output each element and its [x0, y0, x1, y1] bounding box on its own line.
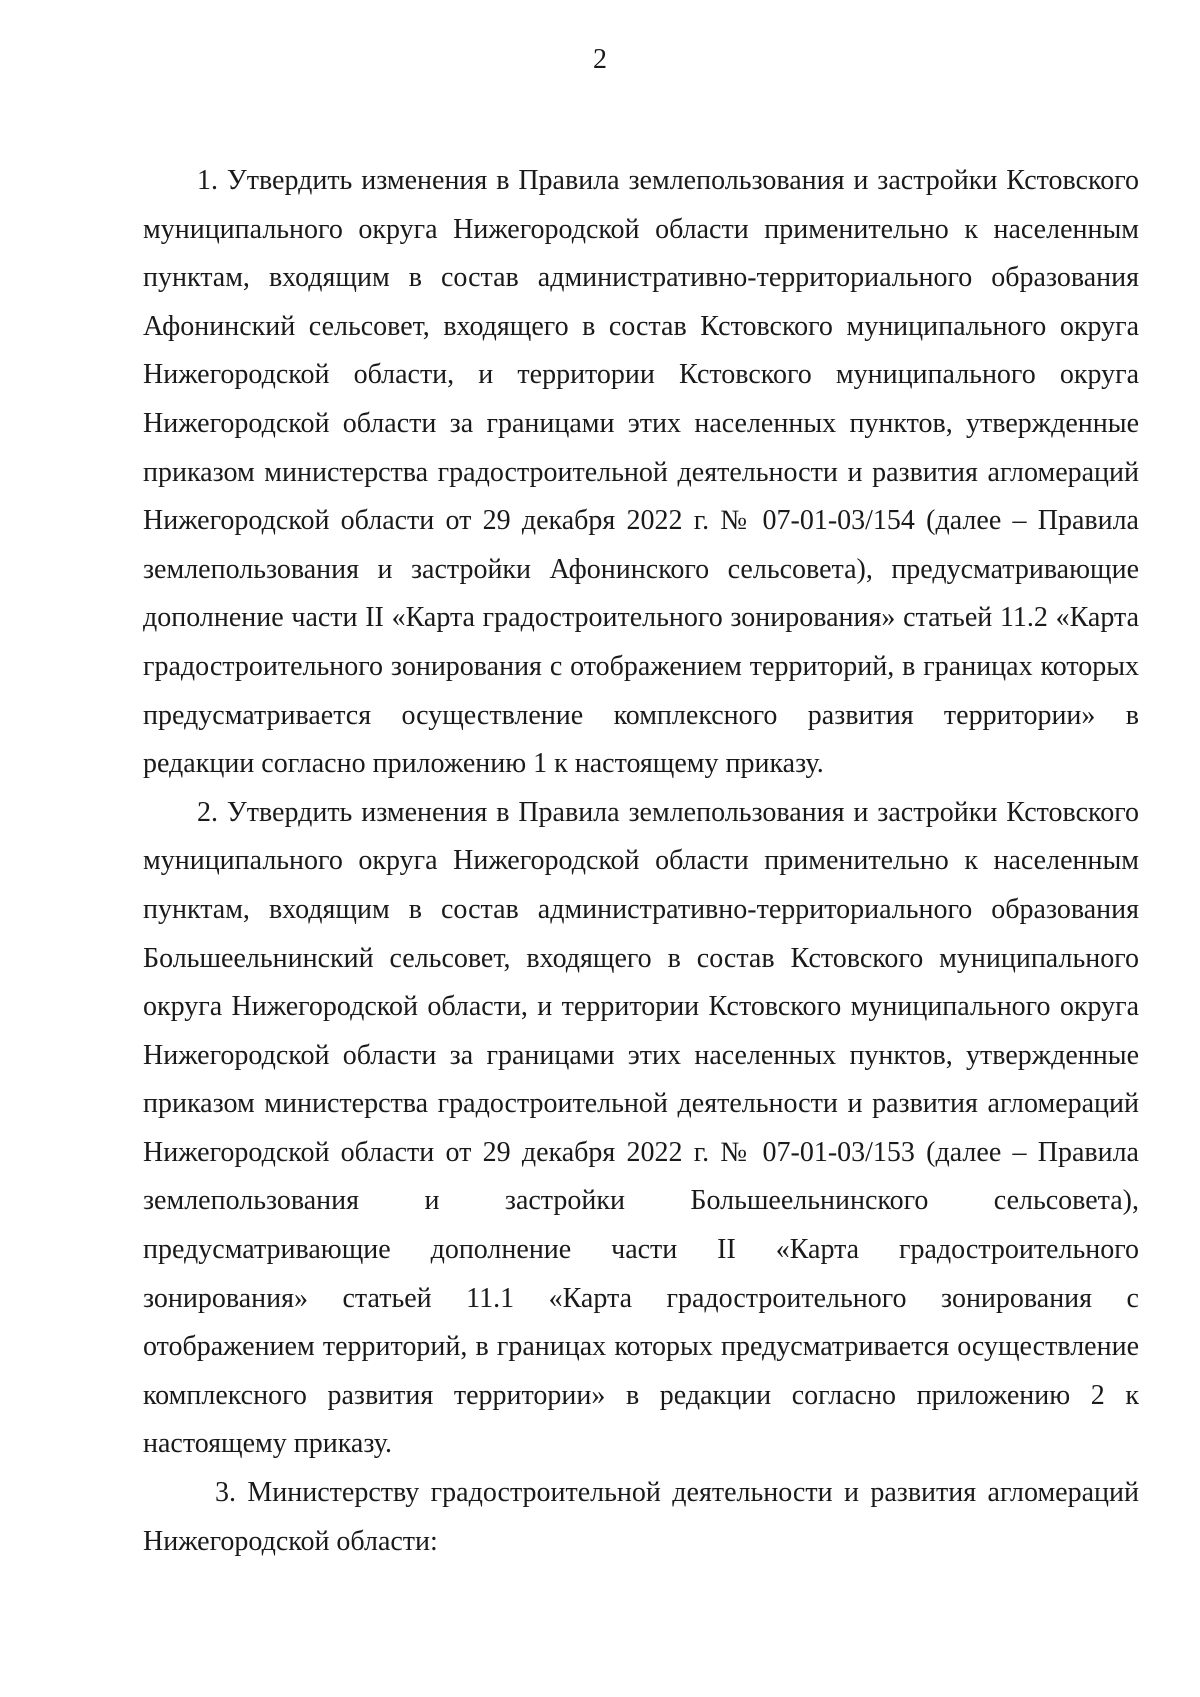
- paragraph-2: 2. Утвердить изменения в Правила землепользования и застройки Кстовского муниципального округа Нижегородской области применительно к населенным пунктам, входящим в состав административно-территориального образования Большеельнинский сельсовет, входящего в состав Кстовского муниципального округа Нижегородской области, и территории Кстовского муниципального округа Нижегородской области за границами этих населенных пунктов, утвержденные приказом министерства градостроительной деятельности и развития агломераций Нижегородской области от 29 декабря 2022 г. № 07-01-03/153 (далее – Правила землепользования и застройки Большеельнинского сельсовета), предусматривающие дополнение части II «Карта градостроительного зонирования» статьей 11.1 «Карта градостроительного зонирования с отображением территорий, в границах которых предусматривается осуществление комплексного развития территории» в редакции согласно приложению 2 к настоящему приказу.: [143, 796, 1139, 1460]
- document-body: [143, 157, 1139, 1566]
- page-number: 2: [593, 44, 607, 75]
- paragraph-1: 1. Утвердить изменения в Правила землепользования и застройки Кстовского муниципального округа Нижегородской области применительно к населенным пунктам, входящим в состав административно-территориального образования Афонинский сельсовет, входящего в состав Кстовского муниципального округа Нижегородской области, и территории Кстовского муниципального округа Нижегородской области за границами этих населенных пунктов, утвержденные приказом министерства градостроительной деятельности и развития агломераций Нижегородской области от 29 декабря 2022 г. № 07-01-03/154 (далее – Правила землепользования и застройки Афонинского сельсовета), предусматривающие дополнение части II «Карта градостроительного зонирования» статьей 11.2 «Карта градостроительного зонирования с отображением территорий, в границах которых предусматривается осуществление комплексного развития территории» в редакции согласно приложению 1 к настоящему приказу.: [143, 165, 1139, 780]
- paragraph-3: 3. Министерству градостроительной деятельности и развития агломераций Нижегородской области:: [143, 1477, 1139, 1557]
